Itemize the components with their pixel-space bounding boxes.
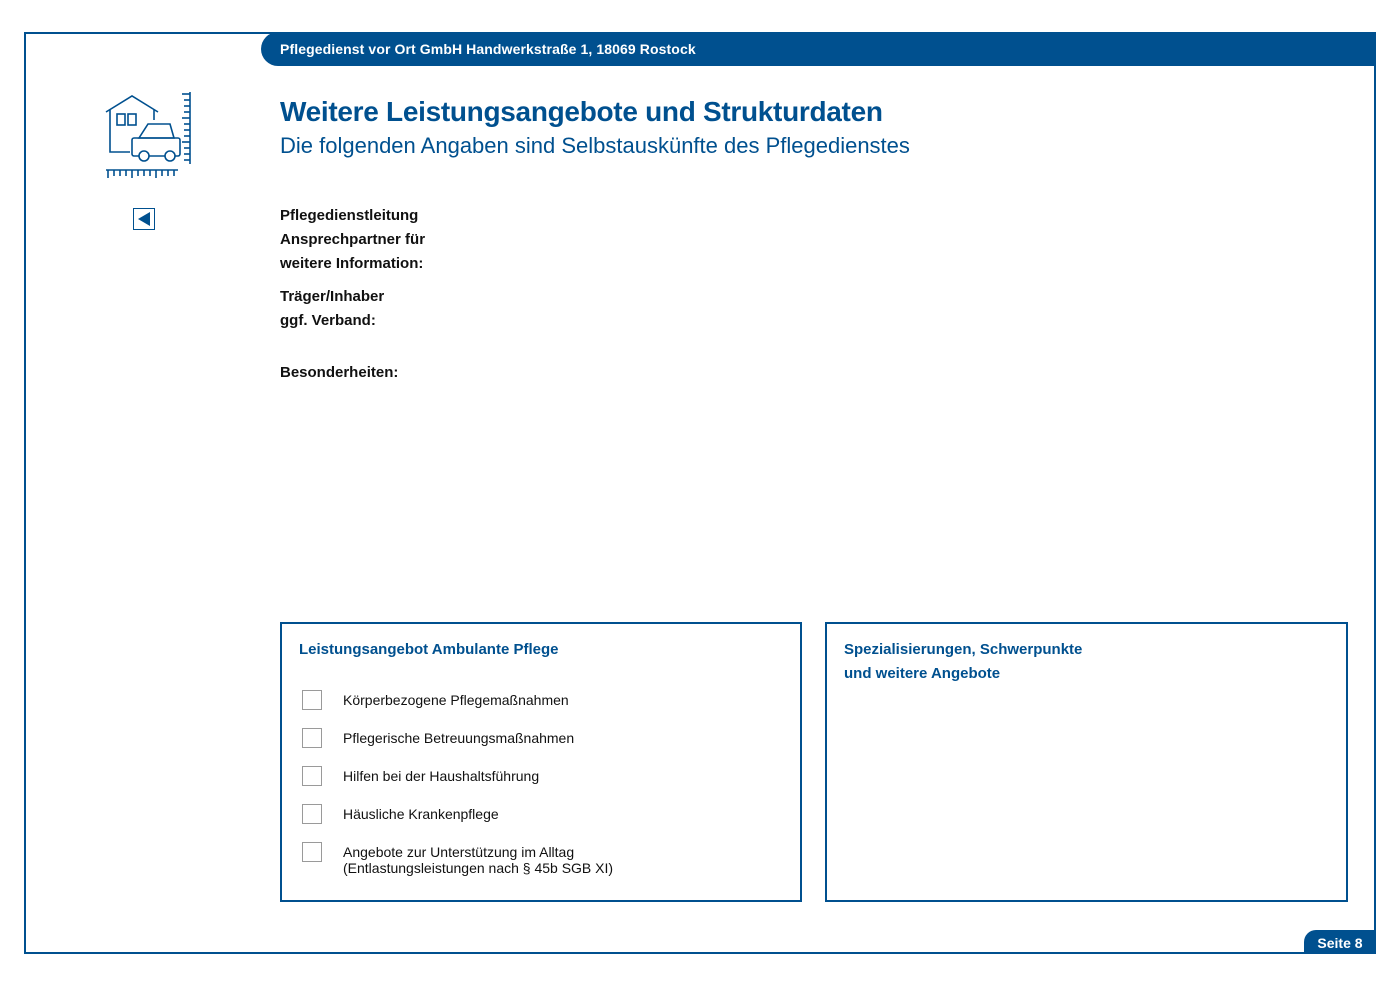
service-checkbox[interactable] [302, 804, 322, 824]
info-line: Pflegedienstleitung [280, 207, 419, 224]
header-address: Pflegedienst vor Ort GmbH Handwerkstraße 1, 18069 Rostock [280, 41, 696, 57]
service-item [302, 804, 499, 824]
leistungsangebot-box [280, 622, 802, 902]
service-label-line: Pflegerische Betreuungsmaßnahmen [343, 730, 575, 746]
box-title-line: Spezialisierungen, Schwerpunkte [844, 641, 1083, 658]
info-line: ggf. Verband: [280, 312, 376, 329]
info-line: Ansprechpartner für [280, 231, 426, 248]
service-label-line: Hilfen bei der Haushaltsführung [343, 768, 540, 784]
page-title: Weitere Leistungsangebote und Strukturdaten [280, 96, 883, 127]
besonderheiten-label [280, 361, 398, 385]
pflegedienstleitung-label [280, 204, 425, 276]
box-title-line: und weitere Angebote [844, 665, 1001, 682]
service-item [302, 728, 574, 748]
service-item [302, 842, 613, 876]
service-checkbox[interactable] [302, 842, 322, 862]
info-line: weitere Information: [280, 255, 424, 272]
service-checkbox[interactable] [302, 728, 322, 748]
service-item [302, 690, 569, 710]
triangle-left-icon [134, 209, 154, 229]
page-number-badge: Seite 8 [1304, 930, 1376, 954]
service-label-line: Angebote zur Unterstützung im Alltag [343, 844, 575, 860]
house-and-car-logo-icon [104, 90, 196, 182]
page-subtitle: Die folgenden Angaben sind Selbstauskünfte des Pflegedienstes [280, 133, 910, 158]
service-label [343, 842, 613, 876]
traeger-label [280, 285, 384, 333]
service-checkbox[interactable] [302, 690, 322, 710]
spezialisierungen-title [844, 638, 1082, 686]
service-label [343, 766, 539, 784]
info-line: Besonderheiten: [280, 364, 399, 381]
service-item [302, 766, 539, 786]
info-line: Träger/Inhaber [280, 288, 385, 305]
service-label [343, 690, 569, 708]
service-label-line: (Entlastungsleistungen nach § 45b SGB XI) [343, 860, 614, 876]
service-label-line: Häusliche Krankenpflege [343, 806, 499, 822]
spezialisierungen-box [825, 622, 1348, 902]
service-label-line: Körperbezogene Pflegemaßnahmen [343, 692, 569, 708]
leistungsangebot-title: Leistungsangebot Ambulante Pflege [299, 641, 559, 658]
service-label [343, 728, 574, 746]
back-button[interactable] [133, 208, 155, 230]
service-label [343, 804, 499, 822]
service-checkbox[interactable] [302, 766, 322, 786]
